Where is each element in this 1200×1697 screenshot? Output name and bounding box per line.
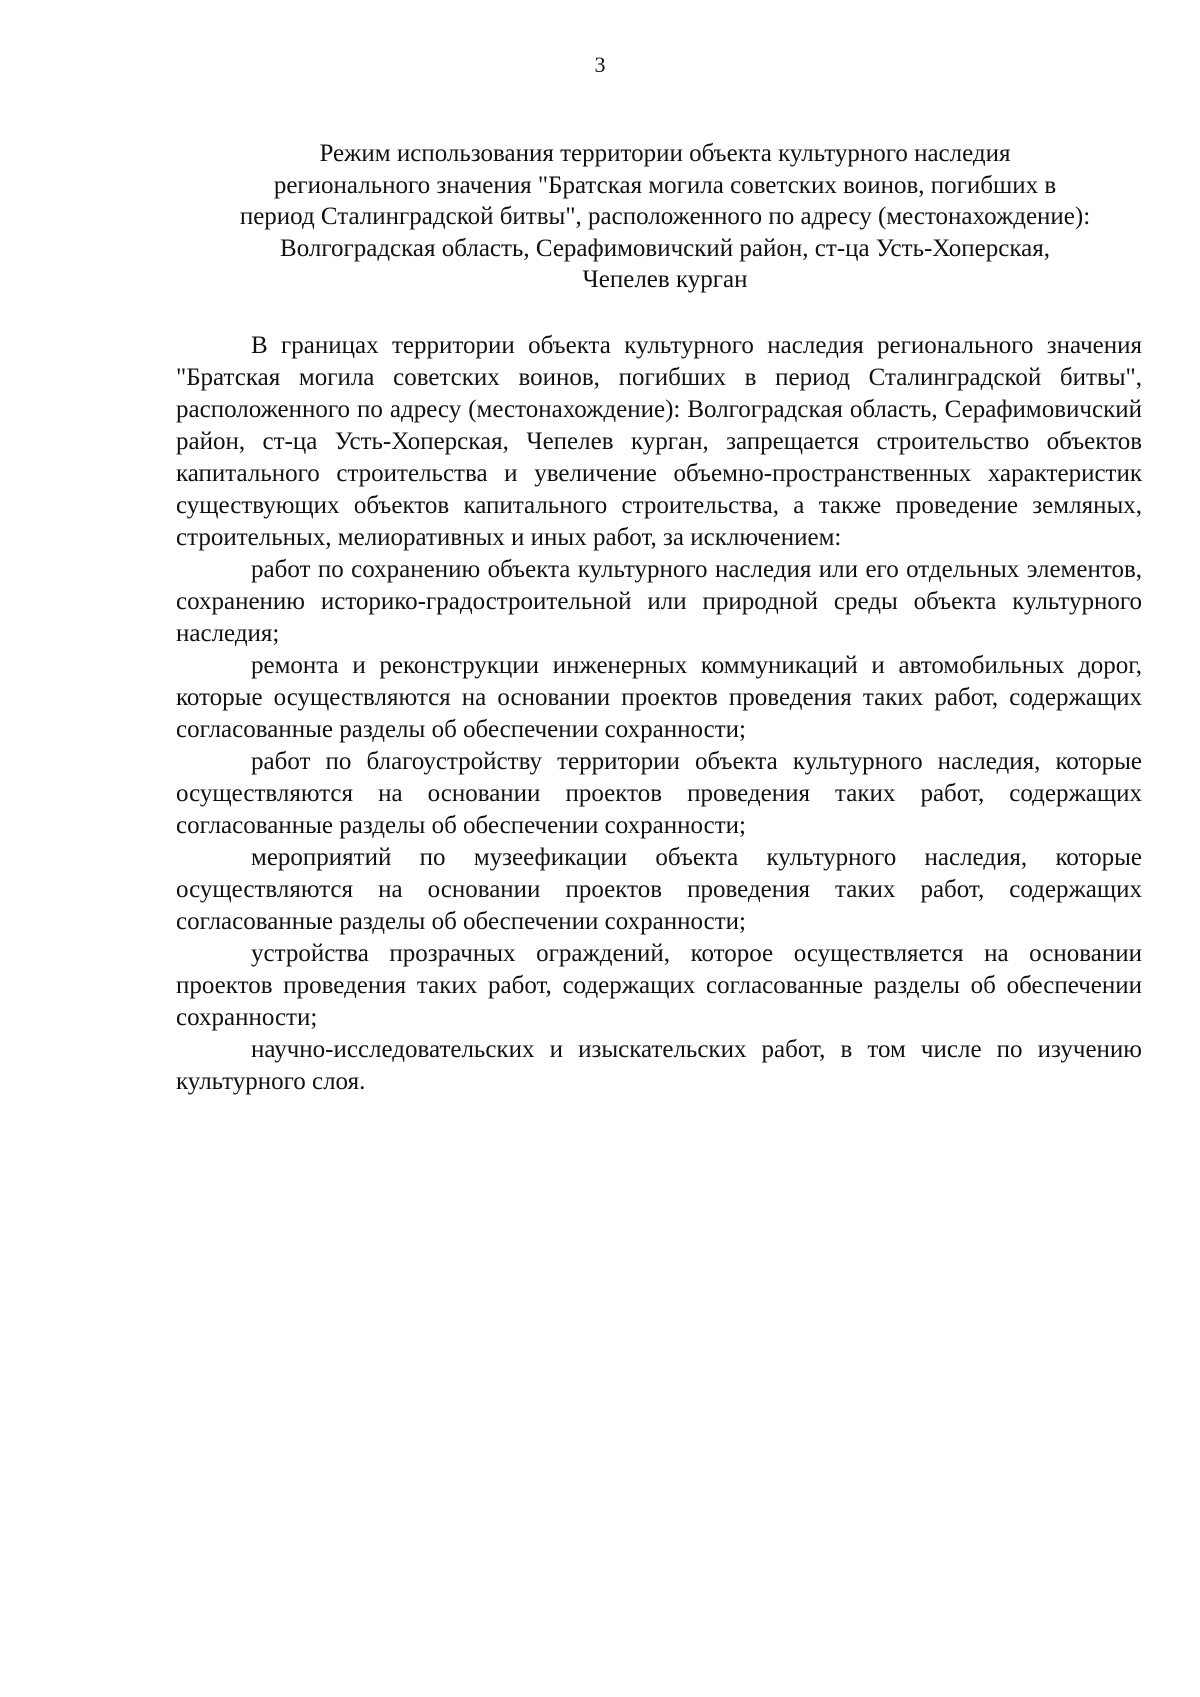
title-line: Режим использования территории объекта культурного наследия	[319, 140, 1011, 167]
exception-paragraph: мероприятий по музеефикации объекта культурного наследия, которые осуществляются на основании проектов проведения таких работ, содержащих согласованные разделы об обеспечении сохранности;	[176, 844, 1142, 935]
title-line: период Сталинградской битвы", расположенного по адресу (местонахождение):	[239, 203, 1091, 230]
document-title	[170, 138, 1160, 296]
exception-paragraph: работ по благоустройству территории объекта культурного наследия, которые осуществляются на основании проектов проведения таких работ, содержащих согласованные разделы об обеспечении сохранности;	[176, 748, 1142, 839]
exception-paragraph: работ по сохранению объекта культурного наследия или его отдельных элементов, сохранению историко-градостроительной или природной среды объекта культурного наследия;	[176, 556, 1142, 647]
intro-paragraph: В границах территории объекта культурного наследия регионального значения "Братская могила советских воинов, погибших в период Сталинградской битвы", расположенного по адресу (местонахождение): Волгоградская область, Серафимовичский район, ст-ца Усть-Хоперская, Чепелев курган, запрещается строительство объектов капитального строительства и увеличение объемно-пространственных характеристик существующих объектов капитального строительства, а также проведение земляных, строительных, мелиоративных и иных работ, за исключением:	[176, 332, 1142, 551]
document-body	[176, 330, 1142, 1098]
title-line: регионального значения "Братская могила советских воинов, погибших в	[273, 171, 1057, 199]
exception-paragraph: научно-исследовательских и изыскательских работ, в том числе по изучению культурного слоя.	[176, 1036, 1142, 1095]
page-number: 3	[594, 52, 606, 77]
exception-paragraph: ремонта и реконструкции инженерных коммуникаций и автомобильных дорог, которые осуществляются на основании проектов проведения таких работ, содержащих согласованные разделы об обеспечении сохранности;	[176, 652, 1142, 743]
title-line: Чепелев курган	[582, 266, 748, 293]
title-line: Волгоградская область, Серафимовичский район, ст-ца Усть-Хоперская,	[280, 234, 1050, 262]
exception-paragraph: устройства прозрачных ограждений, которое осуществляется на основании проектов проведения таких работ, содержащих согласованные разделы об обеспечении сохранности;	[176, 940, 1142, 1031]
